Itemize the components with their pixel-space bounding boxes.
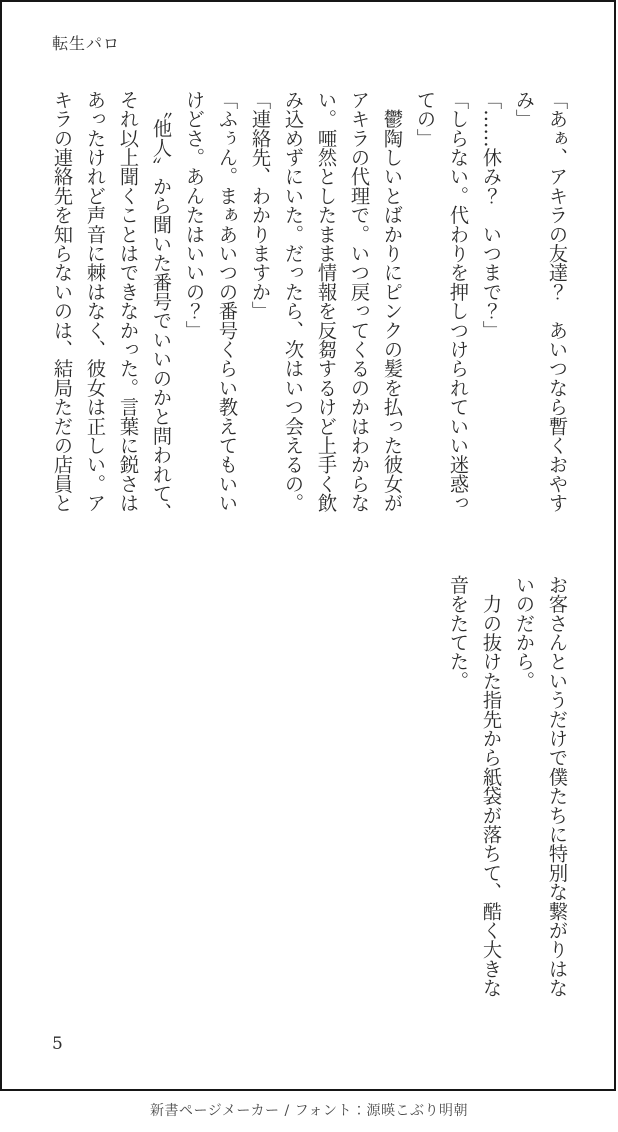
page-header-title: 転生パロ bbox=[52, 34, 121, 53]
text-tier-bottom bbox=[442, 575, 574, 1001]
text-line: 〝他人〟から聞いた番号でいいのかと問われて、 bbox=[150, 90, 173, 522]
text-line: 音をたてた。 bbox=[447, 575, 470, 691]
text-line: けどさ。あんたはいいの？」 bbox=[183, 90, 206, 340]
text-line: い。唖然としたまま情報を反芻するけど上手く飲 bbox=[315, 90, 338, 513]
text-line: お客さんというだけで僕たちに特別な繋がりはな bbox=[546, 575, 569, 998]
text-line: いのだから。 bbox=[513, 575, 536, 691]
text-line: キラの連絡先を知らないのは、結局ただの店員と bbox=[51, 90, 74, 513]
text-line: それ以上聞くことはできなかった。言葉に鋭さは bbox=[117, 90, 140, 513]
text-line: あったけれど声音に棘はなく、彼女は正しい。ア bbox=[84, 90, 107, 513]
text-line: 「ふぅん。まぁあいつの番号くらい教えてもいい bbox=[216, 90, 239, 513]
page-number: 5 bbox=[52, 1034, 63, 1054]
text-line: 鬱陶しいとばかりにピンクの髪を払った彼女が bbox=[381, 90, 404, 513]
text-line: 「……休み？ いつまで？」 bbox=[480, 90, 503, 340]
text-line: ての」 bbox=[414, 90, 437, 148]
text-line: 「あぁ、アキラの友達？ あいつなら暫くおやす bbox=[546, 90, 569, 513]
footer-caption: 新書ページメーカー / フォント：源暎こぶり明朝 bbox=[150, 1103, 468, 1119]
text-line: 力の抜けた指先から紙袋が落ちて、酷く大きな bbox=[480, 575, 503, 998]
text-tier-top bbox=[46, 90, 574, 522]
text-line: み」 bbox=[513, 90, 536, 129]
text-line: み込めずにいた。だったら、次はいつ会えるの。 bbox=[282, 90, 305, 513]
text-line: 「しらない。代わりを押しつけられていい迷惑っ bbox=[447, 90, 470, 513]
text-line: 「連絡先、わかりますか」 bbox=[249, 90, 272, 321]
text-line: アキラの代理で。いつ戻ってくるのかはわからな bbox=[348, 90, 371, 513]
